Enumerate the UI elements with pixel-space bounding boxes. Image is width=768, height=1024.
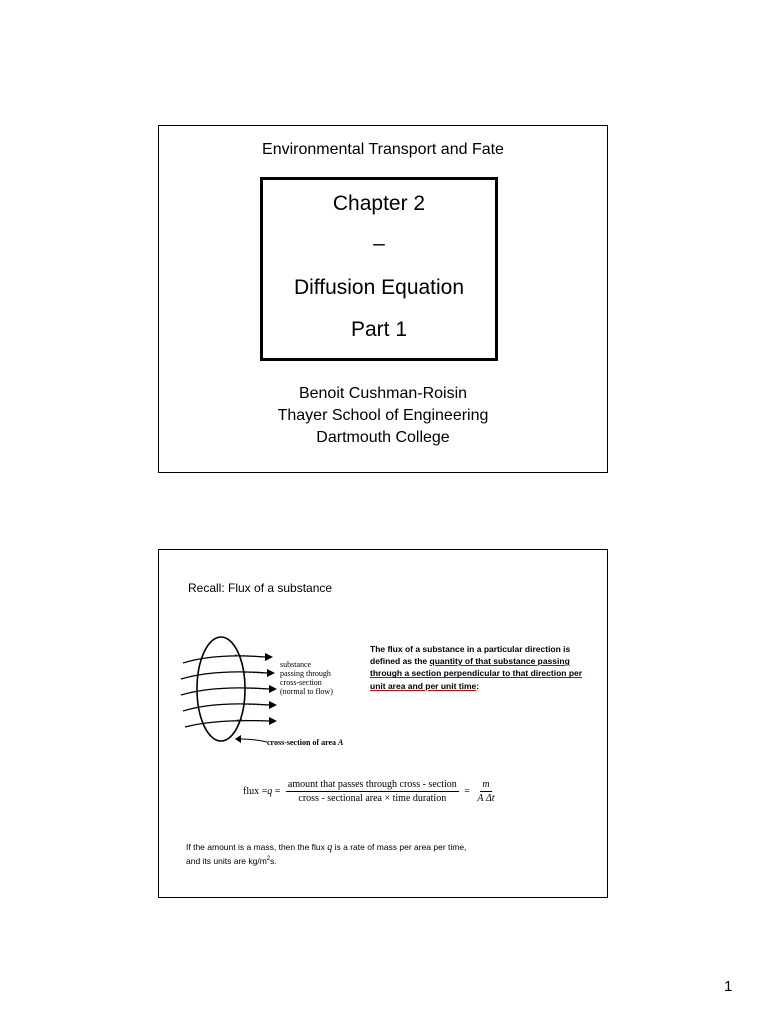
substance-label <box>280 660 333 696</box>
page-number: 1 <box>724 978 733 995</box>
slide-heading: Recall: Flux of a substance <box>188 581 333 595</box>
formula-lhs: flux = <box>243 786 268 797</box>
course-title: Environmental Transport and Fate <box>262 141 504 158</box>
note-text: If the amount is a mass, then the flux <box>186 842 328 852</box>
note-q: q <box>327 842 333 853</box>
chapter-part: Part 1 <box>350 318 408 341</box>
author-school: Thayer School of Engineering <box>277 407 489 424</box>
definition-end: : <box>476 680 480 691</box>
note-superscript: 2 <box>266 855 271 862</box>
formula-equals: = <box>272 786 283 797</box>
author-college: Dartmouth College <box>316 429 450 446</box>
slide-title <box>158 125 608 473</box>
note-line-1 <box>186 842 586 854</box>
definition-highlight: quantity of that substance passing through a section perpendicular to that direction per unit area and per unit time <box>370 656 583 691</box>
formula-q: q <box>267 786 273 797</box>
units-note <box>186 842 586 867</box>
area-label-text: cross-section of area <box>267 738 339 747</box>
note-text: is a rate of mass per area per time, <box>332 842 467 852</box>
formula-area-time: A Δt <box>477 793 495 804</box>
flux-cross-section-figure <box>175 635 365 755</box>
area-variable: A <box>338 738 344 747</box>
chapter-dash: – <box>373 232 385 255</box>
formula-denominator: cross - sectional area × time duration <box>298 793 447 804</box>
slide-flux <box>158 549 608 898</box>
flux-definition <box>370 643 585 692</box>
note-line-2 <box>186 854 586 867</box>
chapter-line: Chapter 2 <box>332 192 426 215</box>
flux-formula <box>243 779 499 804</box>
definition-text: The flux of a substance in a particular direction is defined as the <box>370 644 571 667</box>
formula-numerator: amount that passes through cross - section <box>287 779 457 790</box>
label-line: passing through <box>280 669 331 678</box>
label-line: cross-section <box>280 678 322 687</box>
flux-diagram-svg <box>175 635 365 755</box>
note-units: and its units are kg/m <box>186 855 267 866</box>
formula-fraction-symbols <box>475 779 496 804</box>
label-line: (normal to flow) <box>280 687 333 696</box>
chapter-subject: Diffusion Equation <box>293 276 465 299</box>
formula-fraction-words <box>286 779 459 804</box>
formula-mass: m <box>482 779 490 790</box>
chapter-title-box <box>260 177 498 361</box>
author-name: Benoit Cushman-Roisin <box>298 385 468 402</box>
note-units-end: s. <box>270 855 277 866</box>
area-label <box>267 738 343 747</box>
formula-equals-2: = <box>461 786 473 797</box>
label-line: substance <box>280 660 312 669</box>
